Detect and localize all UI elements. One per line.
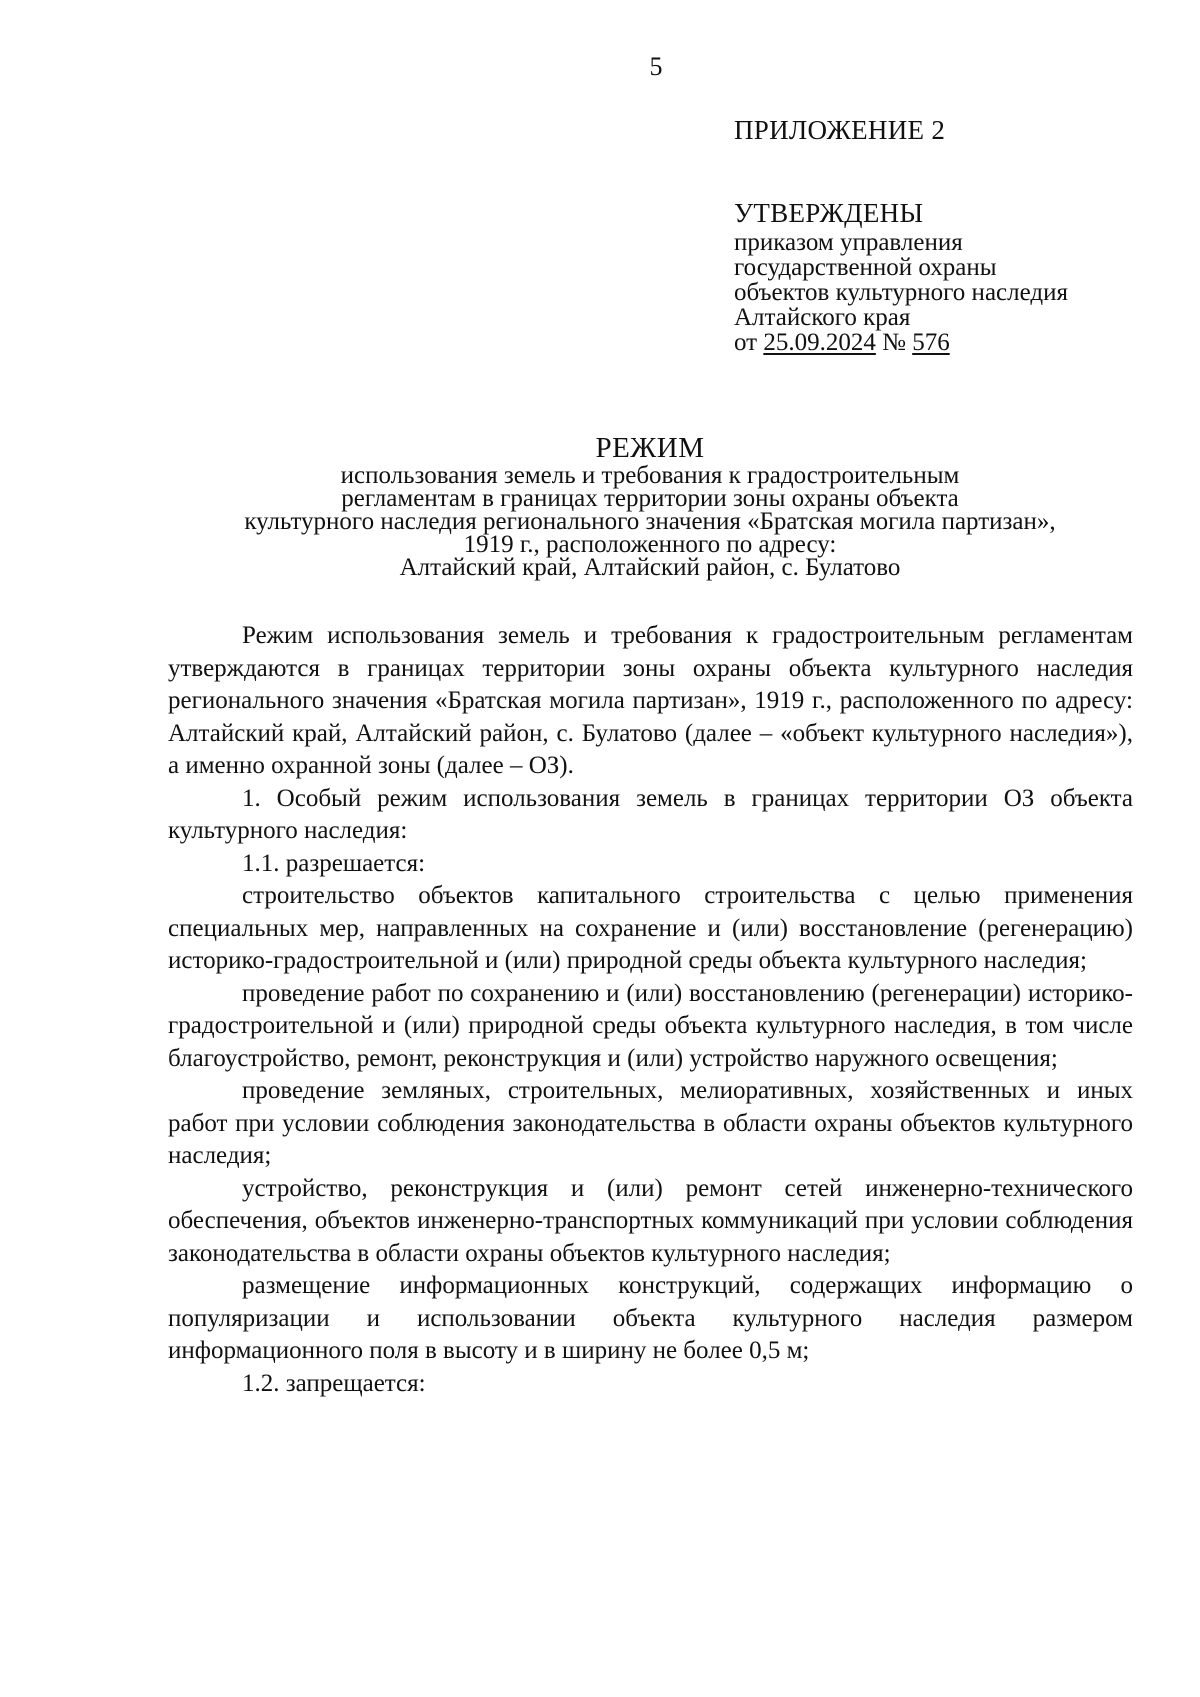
page-number: 5 xyxy=(649,52,663,81)
order-date: 25.09.2024 xyxy=(763,329,876,356)
document-title-block xyxy=(150,432,1150,579)
document-title: РЕЖИМ xyxy=(595,432,705,464)
approval-line: объектов культурного наследия xyxy=(734,279,1068,306)
allowed-item: строительство объектов капитального строительства с целью применения специальных мер, направленных на сохранение и (или) восстановление (регенерацию) историко-градостроительной и (или) природной среды объекта культурного наследия; xyxy=(168,882,1133,974)
allowed-item: устройство, реконструкция и (или) ремонт сетей инженерно-технического обеспечения, объектов инженерно-транспортных коммуникаций при условии соблюдения законодательства в области охраны объектов культурного наследия; xyxy=(168,1174,1133,1267)
allowed-item: размещение информационных конструкций, содержащих информацию о популяризации и использовании объекта культурного наследия размером информационного поля в высоту и в ширину не более 0,5 м; xyxy=(168,1272,1133,1364)
document-body xyxy=(168,620,1133,1400)
section-1-2-heading: 1.2. запрещается: xyxy=(242,1369,426,1397)
subtitle-line: Алтайский край, Алтайский район, с. Булатово xyxy=(399,554,901,581)
approved-label: УТВЕРЖДЕНЫ xyxy=(734,198,924,228)
date-prefix: от xyxy=(734,329,764,356)
subtitle-line: культурного наследия регионального значения «Братская могила партизан», xyxy=(244,508,1056,535)
section-1-heading: 1. Особый режим использования земель в границах территории ОЗ объекта культурного наследия: xyxy=(168,784,1133,844)
approval-block xyxy=(734,112,1174,355)
intro-paragraph: Режим использования земель и требования к градостроительным регламентам утверждаются в границах территории зоны охраны объекта культурного наследия регионального значения «Братская могила партизан», 1919 г., расположенного по адресу: Алтайский край, Алтайский район, с. Булатово (далее – «объект культурного наследия»), а именно охранной зоны (далее – ОЗ). xyxy=(168,622,1133,779)
number-sign: № xyxy=(875,329,913,356)
section-1-1-heading: 1.1. разрешается: xyxy=(242,849,426,877)
approval-line: приказом управления xyxy=(734,229,963,256)
subtitle-line: 1919 г., расположенного по адресу: xyxy=(463,531,837,558)
subtitle-line: регламентам в границах территории зоны охраны объекта xyxy=(341,485,959,512)
subtitle-line: использования земель и требования к градостроительным xyxy=(340,462,960,489)
approval-line: Алтайского края xyxy=(734,304,911,331)
appendix-label: ПРИЛОЖЕНИЕ 2 xyxy=(734,115,946,145)
order-date-number-line xyxy=(734,330,1174,355)
approval-line: государственной охраны xyxy=(734,254,997,281)
order-number: 576 xyxy=(912,329,950,356)
allowed-item: проведение земляных, строительных, мелиоративных, хозяйственных и иных работ при условии соблюдения законодательства в области охраны объектов культурного наследия; xyxy=(168,1077,1133,1169)
allowed-item: проведение работ по сохранению и (или) восстановлению (регенерации) историко-градостроительной и (или) природной среды объекта культурного наследия, в том числе благоустройство, ремонт, реконструкция и (или) устройство наружного освещения; xyxy=(168,979,1133,1072)
